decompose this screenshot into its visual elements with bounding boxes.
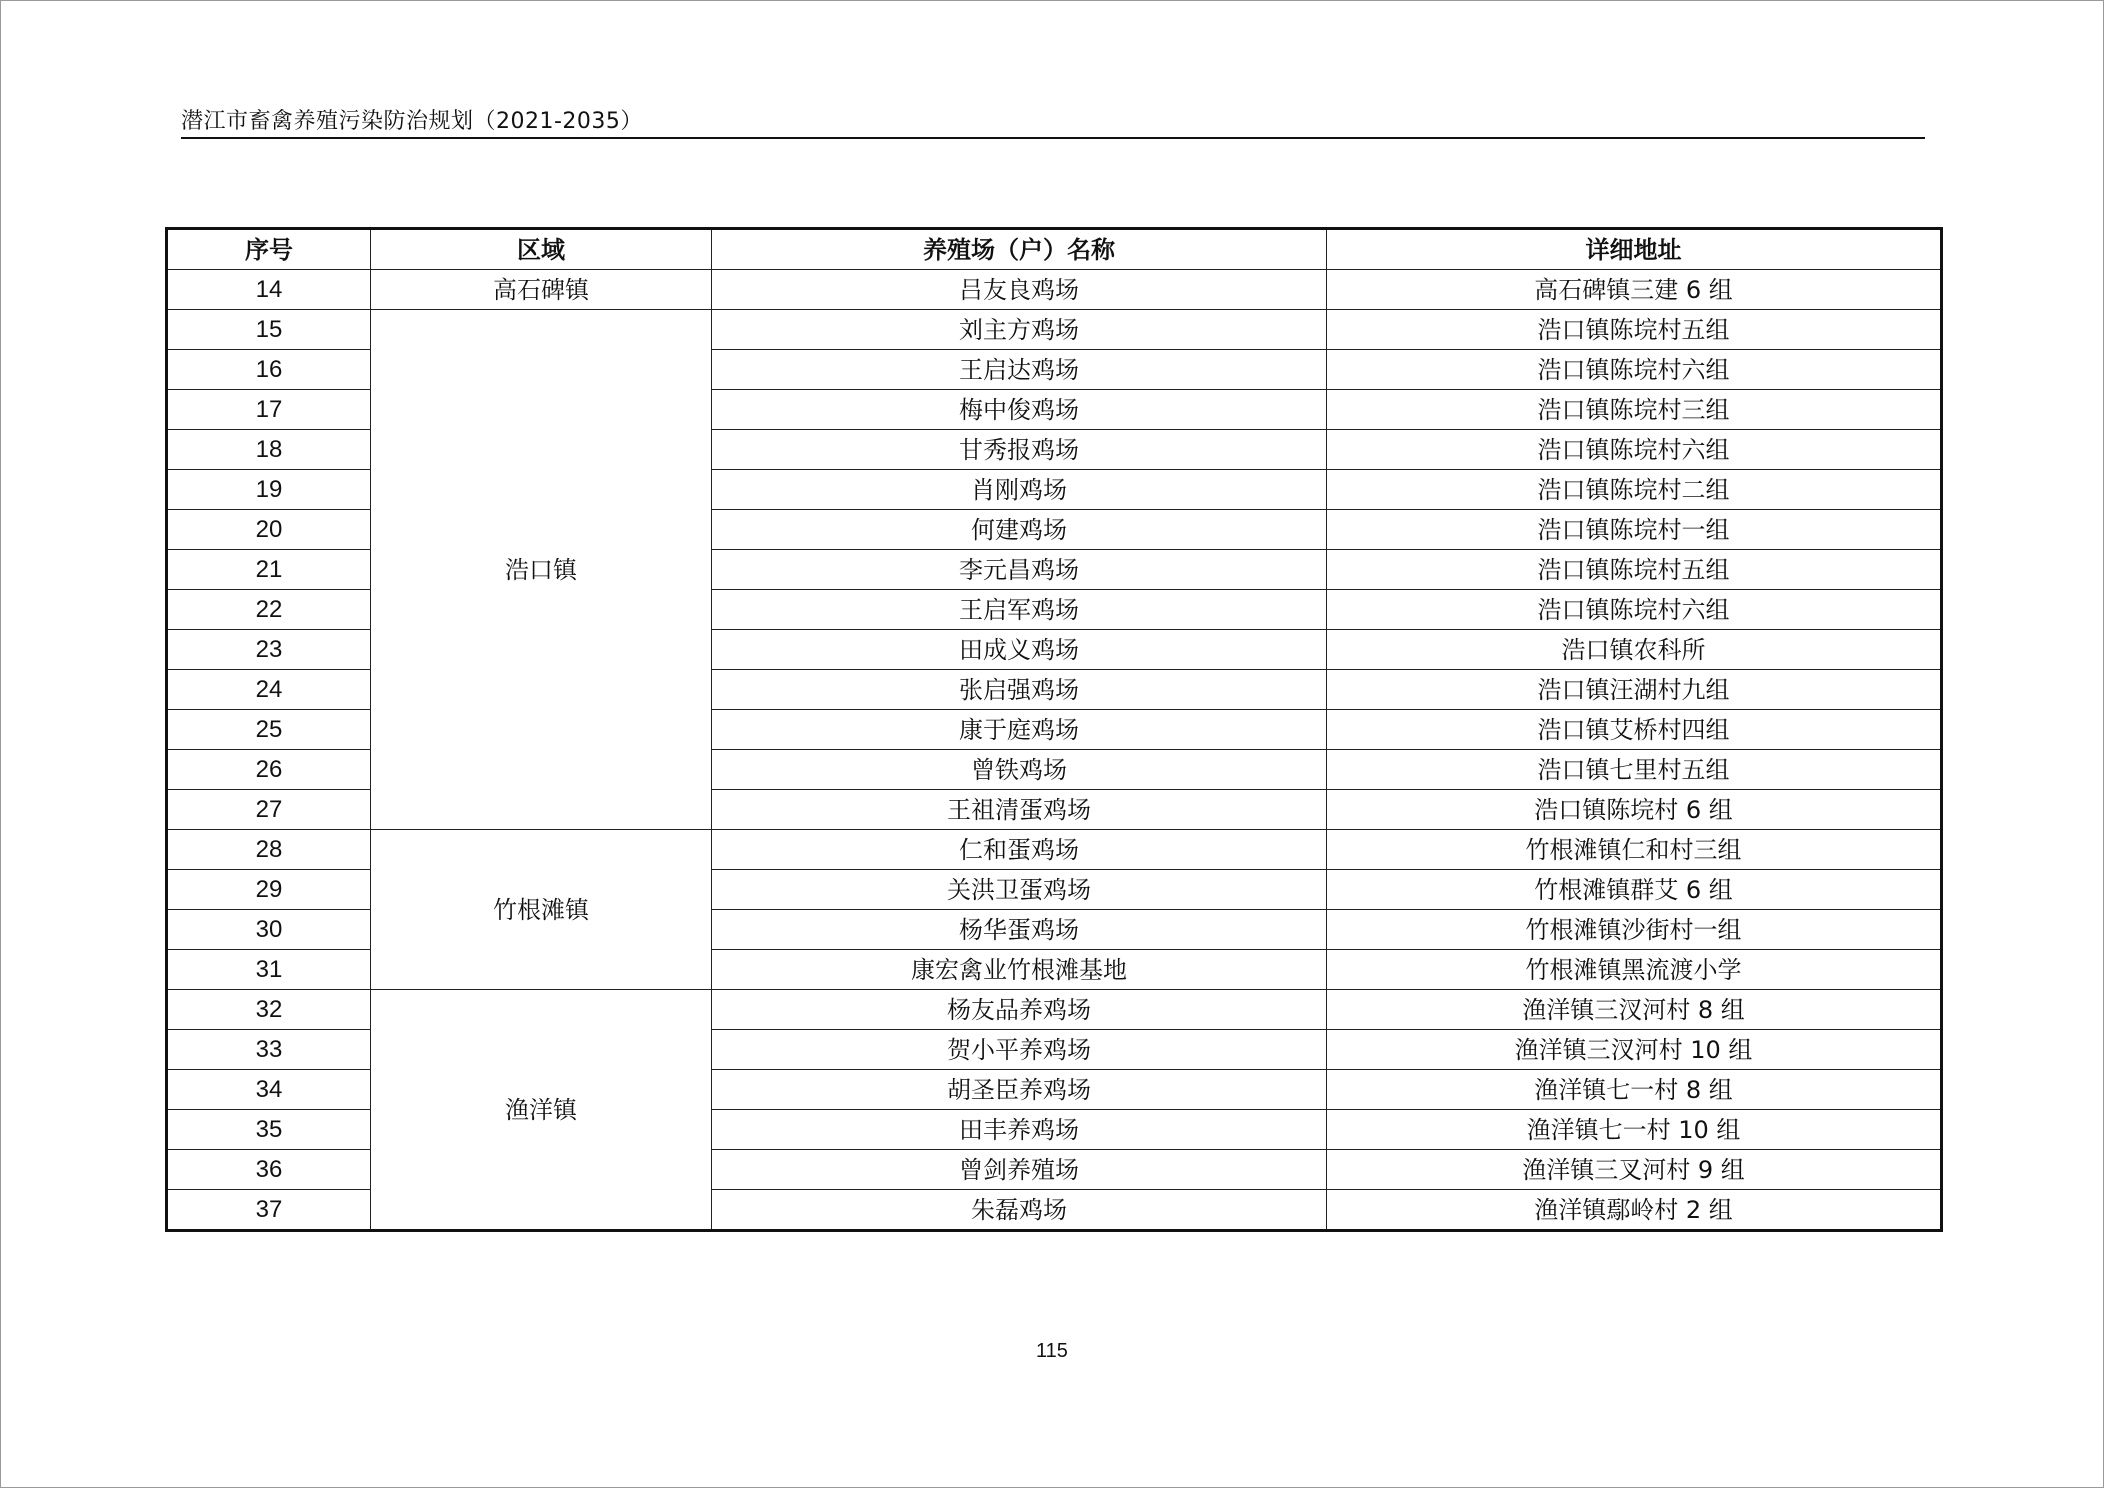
cell-address: 竹根滩镇黑流渡小学 <box>1327 950 1942 990</box>
cell-address: 浩口镇陈垸村五组 <box>1327 550 1942 590</box>
cell-farm-name: 何建鸡场 <box>712 510 1327 550</box>
cell-farm-name: 梅中俊鸡场 <box>712 390 1327 430</box>
cell-farm-name: 曾剑养殖场 <box>712 1150 1327 1190</box>
cell-farm-name: 曾铁鸡场 <box>712 750 1327 790</box>
cell-farm-name: 仁和蛋鸡场 <box>712 830 1327 870</box>
cell-address: 浩口镇艾桥村四组 <box>1327 710 1942 750</box>
cell-region: 高石碑镇 <box>371 270 712 310</box>
cell-address: 浩口镇陈垸村 6 组 <box>1327 790 1942 830</box>
document-header-title: 潜江市畜禽养殖污染防治规划（2021-2035） <box>181 109 643 134</box>
cell-address: 竹根滩镇沙街村一组 <box>1327 910 1942 950</box>
cell-no: 29 <box>167 870 371 910</box>
cell-no: 25 <box>167 710 371 750</box>
cell-no: 22 <box>167 590 371 630</box>
cell-address: 浩口镇陈垸村一组 <box>1327 510 1942 550</box>
cell-no: 28 <box>167 830 371 870</box>
cell-address: 浩口镇陈垸村三组 <box>1327 390 1942 430</box>
cell-no: 23 <box>167 630 371 670</box>
farm-table <box>165 227 1943 1232</box>
cell-no: 19 <box>167 470 371 510</box>
cell-no: 17 <box>167 390 371 430</box>
cell-farm-name: 康宏禽业竹根滩基地 <box>712 950 1327 990</box>
cell-no: 35 <box>167 1110 371 1150</box>
cell-address: 渔洋镇三叉河村 9 组 <box>1327 1150 1942 1190</box>
cell-farm-name: 吕友良鸡场 <box>712 270 1327 310</box>
cell-farm-name: 田丰养鸡场 <box>712 1110 1327 1150</box>
cell-farm-name: 甘秀报鸡场 <box>712 430 1327 470</box>
cell-address: 浩口镇陈垸村五组 <box>1327 310 1942 350</box>
cell-no: 31 <box>167 950 371 990</box>
table-body <box>167 270 1942 1231</box>
table-header-row <box>167 229 1942 270</box>
cell-no: 27 <box>167 790 371 830</box>
table-row <box>167 830 1942 870</box>
cell-address: 渔洋镇三汊河村 10 组 <box>1327 1030 1942 1070</box>
cell-farm-name: 肖刚鸡场 <box>712 470 1327 510</box>
cell-farm-name: 杨友品养鸡场 <box>712 990 1327 1030</box>
cell-farm-name: 刘主方鸡场 <box>712 310 1327 350</box>
cell-no: 34 <box>167 1070 371 1110</box>
table-row <box>167 270 1942 310</box>
cell-region: 竹根滩镇 <box>371 830 712 990</box>
cell-farm-name: 张启强鸡场 <box>712 670 1327 710</box>
cell-address: 浩口镇陈垸村六组 <box>1327 430 1942 470</box>
cell-address: 浩口镇陈垸村二组 <box>1327 470 1942 510</box>
cell-no: 37 <box>167 1190 371 1231</box>
column-header-region: 区域 <box>371 229 712 270</box>
table-row <box>167 310 1942 350</box>
cell-no: 20 <box>167 510 371 550</box>
cell-farm-name: 胡圣臣养鸡场 <box>712 1070 1327 1110</box>
cell-farm-name: 康于庭鸡场 <box>712 710 1327 750</box>
cell-no: 30 <box>167 910 371 950</box>
cell-farm-name: 贺小平养鸡场 <box>712 1030 1327 1070</box>
cell-address: 浩口镇陈垸村六组 <box>1327 350 1942 390</box>
cell-no: 21 <box>167 550 371 590</box>
cell-address: 浩口镇陈垸村六组 <box>1327 590 1942 630</box>
cell-address: 浩口镇汪湖村九组 <box>1327 670 1942 710</box>
table-row <box>167 990 1942 1030</box>
column-header-no: 序号 <box>167 229 371 270</box>
cell-address: 竹根滩镇群艾 6 组 <box>1327 870 1942 910</box>
cell-address: 竹根滩镇仁和村三组 <box>1327 830 1942 870</box>
cell-farm-name: 王启达鸡场 <box>712 350 1327 390</box>
cell-farm-name: 田成义鸡场 <box>712 630 1327 670</box>
page-number: 115 <box>1036 1340 1068 1362</box>
cell-farm-name: 杨华蛋鸡场 <box>712 910 1327 950</box>
cell-no: 32 <box>167 990 371 1030</box>
cell-farm-name: 李元昌鸡场 <box>712 550 1327 590</box>
cell-address: 渔洋镇三汊河村 8 组 <box>1327 990 1942 1030</box>
header-rule <box>181 137 1925 139</box>
cell-no: 26 <box>167 750 371 790</box>
cell-no: 15 <box>167 310 371 350</box>
cell-address: 高石碑镇三建 6 组 <box>1327 270 1942 310</box>
cell-no: 14 <box>167 270 371 310</box>
cell-region: 渔洋镇 <box>371 990 712 1231</box>
cell-address: 浩口镇七里村五组 <box>1327 750 1942 790</box>
cell-farm-name: 关洪卫蛋鸡场 <box>712 870 1327 910</box>
cell-farm-name: 王祖清蛋鸡场 <box>712 790 1327 830</box>
cell-address: 浩口镇农科所 <box>1327 630 1942 670</box>
cell-no: 24 <box>167 670 371 710</box>
cell-farm-name: 朱磊鸡场 <box>712 1190 1327 1231</box>
column-header-name: 养殖场（户）名称 <box>712 229 1327 270</box>
cell-address: 渔洋镇七一村 8 组 <box>1327 1070 1942 1110</box>
cell-farm-name: 王启军鸡场 <box>712 590 1327 630</box>
cell-no: 33 <box>167 1030 371 1070</box>
cell-no: 16 <box>167 350 371 390</box>
column-header-address: 详细地址 <box>1327 229 1942 270</box>
cell-region: 浩口镇 <box>371 310 712 830</box>
cell-address: 渔洋镇七一村 10 组 <box>1327 1110 1942 1150</box>
cell-no: 36 <box>167 1150 371 1190</box>
cell-no: 18 <box>167 430 371 470</box>
cell-address: 渔洋镇鄢岭村 2 组 <box>1327 1190 1942 1231</box>
